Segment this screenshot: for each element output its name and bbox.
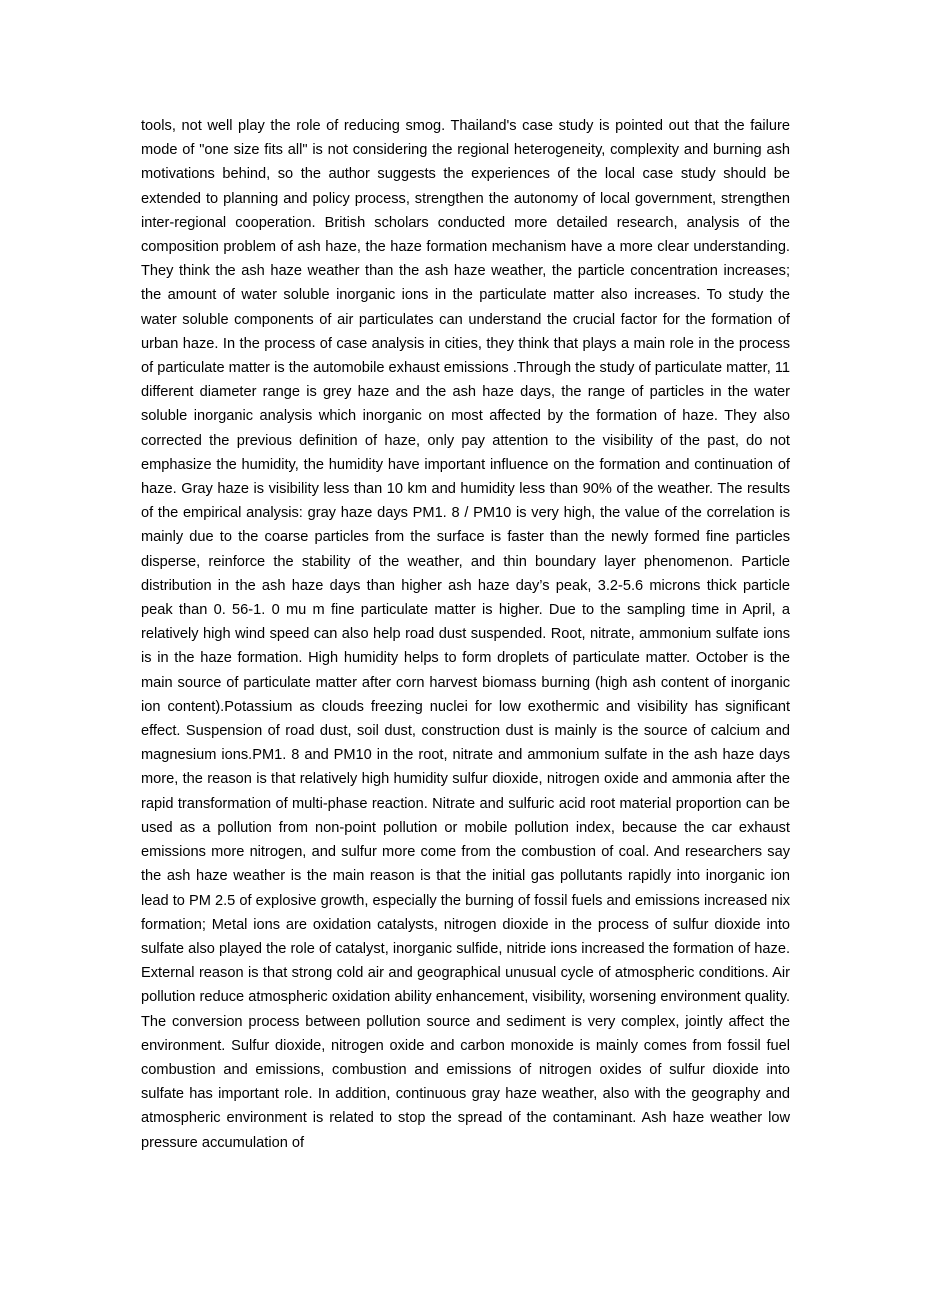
body-paragraph: tools, not well play the role of reducing smog. Thailand's case study is pointed out that the failure mode of "one size fits all" is not considering the regional heterogeneity, complexity and burning ash motivations behind, so the author suggests the experiences of the local case study should be extended to planning and policy process, strengthen the autonomy of local government, strengthen inter-regional cooperation. British scholars conducted more detailed research, analysis of the composition problem of ash haze, the haze formation mechanism have a more clear understanding. They think the ash haze weather than the ash haze weather, the particle concentration increases; the amount of water soluble inorganic ions in the particulate matter also increases. To study the water soluble components of air particulates can understand the crucial factor for the formation of urban haze. In the process of case analysis in cities, they think that plays a main role in the process of particulate matter is the automobile exhaust emissions .Through the study of particulate matter, 11 different diameter range is grey haze and the ash haze days, the range of particles in the water soluble inorganic analysis which inorganic on most affected by the formation of haze. They also corrected the previous definition of haze, only pay attention to the visibility of the past, do not emphasize the humidity, the humidity have important influence on the formation and continuation of haze. Gray haze is visibility less than 10 km and humidity less than 90% of the weather. The results of the empirical analysis: gray haze days PM1. 8 / PM10 is very high, the value of the correlation is mainly due to the coarse particles from the surface is faster than the newly formed fine particles disperse, reinforce the stability of the weather, and thin boundary layer phenomenon. Particle distribution in the ash haze days than higher ash haze day’s peak, 3.2-5.6 microns thick particle peak than 0. 56-1. 0 mu m fine particulate matter is higher. Due to the sampling time in April, a relatively high wind speed can also help road dust suspended. Root, nitrate, ammonium sulfate ions is in the haze formation. High humidity helps to form droplets of particulate matter. October is the main source of particulate matter after corn harvest biomass burning (high ash content of inorganic ion content).Potassium as clouds freezing nuclei for low exothermic and visibility has significant effect. Suspension of road dust, soil dust, construction dust is mainly is the source of calcium and magnesium ions.PM1. 8 and PM10 in the root, nitrate and ammonium sulfate in the ash haze days more, the reason is that relatively high humidity sulfur dioxide, nitrogen oxide and ammonia after the rapid transformation of multi-phase reaction. Nitrate and sulfuric acid root material proportion can be used as a pollution from non-point pollution or mobile pollution index, because the car exhaust emissions more nitrogen, and sulfur more come from the combustion of coal. And researchers say the ash haze weather is the main reason is that the initial gas pollutants rapidly into inorganic ion lead to PM 2.5 of explosive growth, especially the burning of fossil fuels and emissions increased nix formation; Metal ions are oxidation catalysts, nitrogen dioxide in the process of sulfur dioxide into sulfate also played the role of catalyst, inorganic sulfide, nitride ions increased the formation of haze. External reason is that strong cold air and geographical unusual cycle of atmospheric conditions. Air pollution reduce atmospheric oxidation ability enhancement, visibility, worsening environment quality. The conversion process between pollution source and sediment is very complex, jointly affect the environment. Sulfur dioxide, nitrogen oxide and carbon monoxide is mainly comes from fossil fuel combustion and emissions, combustion and emissions of nitrogen oxides of sulfur dioxide into sulfate has important role. In addition, continuous gray haze weather, also with the geography and atmospheric environment is related to stop the spread of the contaminant. Ash haze weather low pressure accumulation of [141,118,790,1151]
